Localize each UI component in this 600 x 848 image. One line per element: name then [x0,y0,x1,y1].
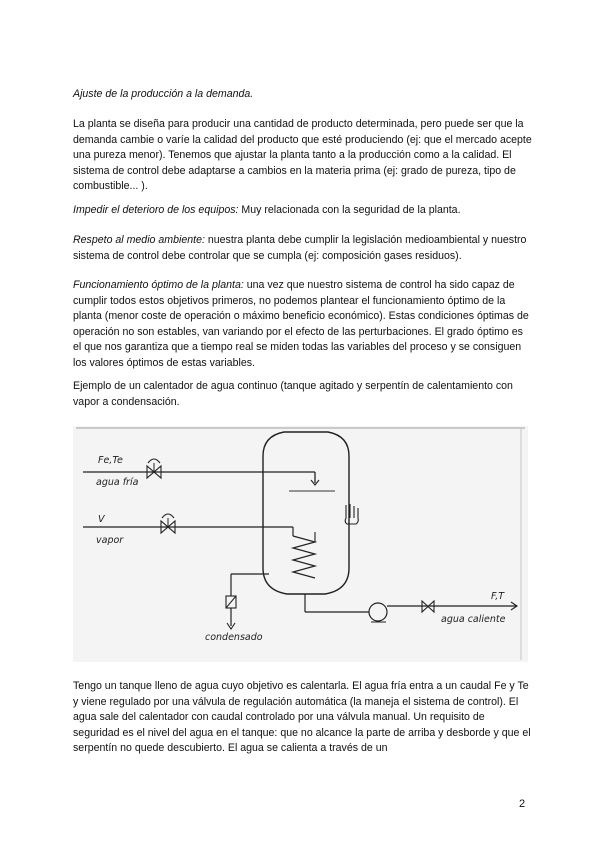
paragraph-environment-text: nuestra planta debe cumplir la legislación medioambiental y nuestro sistema de control debe controlar que se cumpla (ej: composición gases residuos). [73,234,527,262]
paragraph-equipment-text: Muy relacionada con la seguridad de la planta. [238,204,461,216]
heater-diagram-svg [73,426,528,662]
label-agua-caliente: agua caliente [441,614,506,625]
heater-diagram [73,426,528,662]
heating-coil [293,536,315,578]
paragraph-example: Ejemplo de un calentador de agua continuo (tanque agitado y serpentín de calentamiento con vapor a condensación. [73,380,513,408]
paragraph-environment [73,233,533,264]
steam-trap-diagonal [226,596,236,608]
label-v: V [98,514,105,525]
label-fe-te: Fe,Te [98,455,123,466]
paragraph-environment-lead: Respeto al medio ambiente: [73,234,205,246]
paragraph-optimal-text: una vez que nuestro sistema de control ha sido capaz de cumplir todos estos objetivos primeros, no podemos plantear el funcionamiento óptimo de la planta (menor coste de operación o máximo beneficio económico). Estas condiciones óptimas de operación no son estables, van variando por el efecto de las perturbaciones. El grado óptimo es el que nos garantiza que a tiempo real se miden todas las variables del proceso y se consiguen los valores óptimos de estas variables. [73,279,529,369]
steam-valve-actuator-icon [162,514,174,518]
label-condensado: condensado [205,632,263,643]
paragraph-optimal [73,278,533,371]
paragraph-tank: Tengo un tanque lleno de agua cuyo objetivo es calentarla. El agua fría entra a un caudal Fe y Te y viene regulado por una válvula de regulación automática (la maneja el sistema de control). El agua sale del calentador con caudal controlado por una válvula manual. Un requisito de seguridad es el nivel del agua en el tanque: que no alcance la parte de arriba y desborde y que el serpentín no quede descubierto. El agua se calienta a través de un [73,680,531,754]
label-agua-fria: agua fría [96,477,139,488]
tank [263,432,349,594]
paragraph-equipment [73,203,533,219]
label-f-t: F,T [491,591,505,602]
label-vapor: vapor [96,535,124,546]
section-title: Ajuste de la producción a la demanda. [73,88,254,100]
paragraph-demand: La planta se diseña para producir una cantidad de producto determinada, pero puede ser que la demanda cambie o varíe la calidad del producto que esté produciendo (ej: que el mercado acepte una pureza menor). Tenemos que ajustar la planta tanto a la producción como a la calidad. El sistema de control debe adaptarse a cambios en la materia prima (ej: grado de pureza, tipo de combustible... ). [73,118,532,192]
paragraph-equipment-lead: Impedir el deterioro de los equipos: [73,204,239,216]
pump-icon [369,603,387,621]
inlet-valve-actuator-icon [148,459,160,463]
page-number: 2 [519,798,526,810]
paragraph-optimal-lead: Funcionamiento óptimo de la planta: [73,279,244,291]
stirrer-icon [345,504,358,524]
